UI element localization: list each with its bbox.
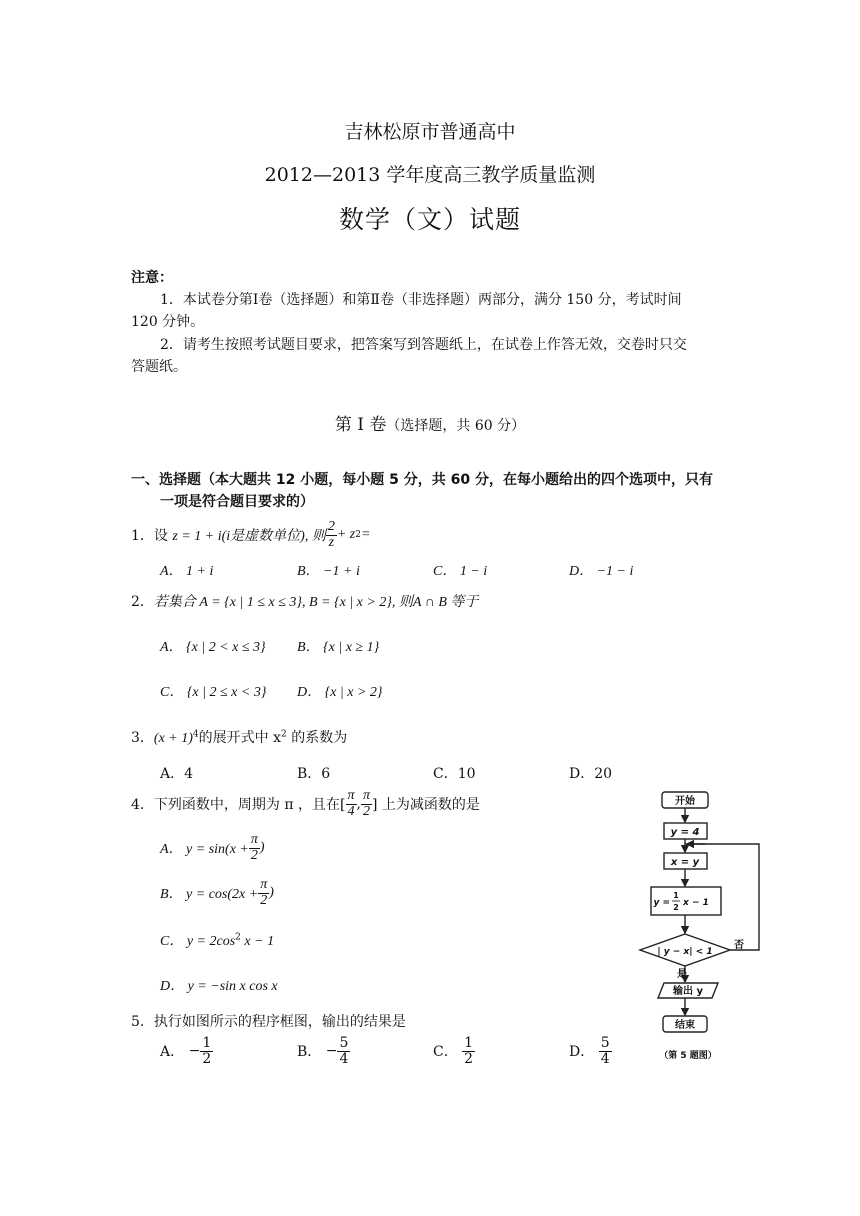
flowchart-no-label: 否	[734, 940, 744, 951]
question-4-text-b: ] 上为减函数的是	[371, 797, 480, 813]
question-4-option-a-fraction	[249, 833, 260, 863]
flowchart-init-label: y = 4	[670, 827, 700, 838]
question-3-base: (x + 1)	[153, 731, 193, 746]
year-line: 2012—2013 学年度高三教学质量监测	[264, 164, 596, 186]
notice-item-2-line-1: 2．请考生按照考试题目要求，把答案写到答题纸上，在试卷上作答无效，交卷时只交	[160, 337, 687, 353]
question-4-option-b-fraction	[258, 878, 269, 908]
question-1-exponent: 2	[355, 530, 361, 540]
question-5-number: 5．	[131, 1014, 154, 1030]
question-3-option-b: B．6	[297, 766, 331, 782]
part-one-title: 第 Ⅰ 卷	[334, 415, 387, 435]
question-1-option-b: B． −1 + i	[297, 564, 360, 579]
question-1-option-a: A． 1 + i	[160, 564, 214, 579]
flowchart-update-numerator: 1	[673, 891, 679, 900]
question-4-option-b	[160, 873, 274, 913]
question-5-option-b-denominator: 4	[339, 1050, 349, 1067]
question-3-power: 4	[192, 729, 199, 740]
question-3-x-power: 2	[281, 729, 287, 740]
question-5-option-d-label: D．	[569, 1044, 595, 1060]
question-1-fraction	[326, 520, 337, 550]
question-4-interval-start	[346, 789, 357, 819]
flowchart-condition-label: | y − x| < 1	[657, 947, 713, 957]
question-2-option-d: D． {x | x > 2}	[297, 685, 383, 700]
question-5-option-b-label: B．	[297, 1044, 322, 1060]
question-1-tail: + z	[336, 527, 356, 542]
question-5-option-b-sign: −	[325, 1043, 338, 1059]
question-1-option-c: C． 1 − i	[433, 564, 488, 579]
notice-item-1-line-1: 1．本试卷分第Ⅰ卷（选择题）和第Ⅱ卷（非选择题）两部分，满分 150 分，考试时间	[160, 292, 682, 308]
question-4-text-a: 下列函数中，周期为 π ，且在[	[153, 797, 346, 813]
question-4-number: 4．	[131, 797, 154, 813]
question-5-option-a-numerator: 1	[202, 1034, 212, 1051]
question-5-option-c-denominator: 2	[464, 1050, 474, 1067]
question-3-option-d: D．20	[569, 766, 613, 782]
notice-item-2-line-2: 答题纸。	[131, 359, 187, 375]
question-5-option-d	[569, 1030, 612, 1072]
question-2-text: 若集合 A = {x | 1 ≤ x ≤ 3}, B = {x | x > 2}, 则A ∩ B 等于	[153, 595, 479, 610]
part-one-heading	[0, 410, 860, 435]
question-5-text: 执行如图所示的程序框图，输出的结果是	[153, 1014, 406, 1030]
question-4-option-b-denominator: 2	[260, 892, 268, 908]
question-4-interval-start-numerator: π	[347, 787, 355, 803]
question-4-option-b-post: )	[269, 885, 274, 900]
question-1-number: 1．	[131, 528, 154, 544]
question-4-interval-end-denominator: 2	[362, 803, 370, 819]
question-5-option-c-label: C．	[433, 1044, 458, 1060]
question-5-option-c-fraction	[462, 1036, 475, 1066]
question-5-option-a	[160, 1030, 213, 1072]
question-3-stem	[131, 727, 347, 747]
flowchart	[630, 782, 790, 1072]
question-4-option-a-pre: A． y = sin(x +	[160, 842, 249, 857]
notice-title: 注意：	[131, 270, 173, 286]
flowchart-update-denominator: 2	[673, 903, 679, 912]
question-4-option-a-numerator: π	[250, 831, 258, 847]
section-heading-line-1: 一、选择题（本大题共 12 小题，每小题 5 分，共 60 分，在每小题给出的四个选项中，只有	[131, 472, 713, 488]
question-5-option-a-sign: −	[188, 1043, 201, 1059]
part-one-subtitle: （选择题，共 60 分）	[386, 418, 526, 434]
flowchart-start-label: 开始	[675, 796, 695, 807]
question-2-option-b: B． {x | x ≥ 1}	[297, 640, 380, 655]
question-4-comma: ,	[356, 796, 361, 812]
question-5-option-d-numerator: 5	[600, 1034, 610, 1051]
question-4-option-c	[160, 930, 274, 950]
flowchart-update-pre: y =	[653, 898, 670, 908]
question-4-option-a-post: )	[259, 840, 265, 855]
question-4-stem	[131, 784, 480, 824]
question-5-option-b-fraction	[337, 1036, 350, 1066]
question-4-interval-end-numerator: π	[362, 787, 370, 803]
question-5-option-a-fraction	[200, 1036, 213, 1066]
question-1-prefix: 设	[153, 528, 168, 544]
question-3-option-a: A．4	[160, 766, 194, 782]
question-4-option-b-numerator: π	[260, 876, 268, 892]
question-3-number: 3．	[131, 730, 154, 746]
question-2-stem	[131, 591, 478, 611]
notice-item-1-line-2: 120 分钟。	[131, 314, 205, 330]
question-4-option-b-pre: B． y = cos(2x +	[160, 887, 259, 902]
question-4-option-c-pre: C． y = 2cos	[160, 934, 236, 949]
question-5-option-b	[297, 1030, 350, 1072]
question-1-fraction-denominator: z	[328, 534, 335, 550]
question-2-option-c: C． {x | 2 ≤ x < 3}	[160, 685, 267, 700]
flowchart-caption: （第 5 题图）	[659, 1051, 717, 1061]
question-4-option-c-power: 2	[235, 932, 241, 943]
question-5-option-c-numerator: 1	[464, 1034, 474, 1051]
question-4-interval-start-denominator: 4	[347, 803, 355, 819]
question-5-option-a-denominator: 2	[202, 1050, 212, 1067]
question-3-text-a: 的展开式中 x	[198, 730, 282, 746]
question-5-option-d-fraction	[599, 1036, 612, 1066]
flowchart-end-label: 结束	[675, 1020, 695, 1031]
question-5-option-d-denominator: 4	[600, 1050, 610, 1067]
question-4-option-c-post: x − 1	[240, 934, 275, 949]
question-2-option-a: A． {x | 2 < x ≤ 3}	[160, 640, 266, 655]
question-1-fraction-numerator: 2	[327, 518, 335, 534]
flowchart-update-post: x − 1	[683, 898, 709, 908]
question-1-expression: z = 1 + i(i是虚数单位), 则	[172, 529, 326, 544]
flowchart-output-label: 输出 y	[673, 986, 703, 997]
flowchart-assign-label: x = y	[670, 857, 700, 868]
question-5-option-b-numerator: 5	[339, 1034, 349, 1051]
question-4-interval-end	[361, 789, 372, 819]
page-title: 数学（文）试题	[338, 205, 521, 234]
question-1-option-d: D． −1 − i	[569, 564, 634, 579]
question-1-equals: =	[360, 527, 371, 542]
question-3-text-b: 的系数为	[286, 730, 348, 746]
question-4-option-d: D． y = −sin x cos x	[160, 979, 278, 994]
question-4-option-a-denominator: 2	[250, 847, 258, 863]
flowchart-yes-label: 是	[677, 969, 687, 980]
school-name: 吉林松原市普通高中	[344, 121, 516, 143]
question-4-option-a	[160, 828, 265, 868]
section-heading-line-2: 一项是符合题目要求的）	[160, 494, 314, 510]
question-1-stem	[131, 515, 370, 555]
question-3-option-c: C．10	[433, 766, 476, 782]
question-5-stem	[131, 1011, 406, 1031]
question-2-number: 2．	[131, 594, 154, 610]
question-5-option-c	[433, 1030, 475, 1072]
question-5-option-a-label: A．	[160, 1044, 185, 1060]
